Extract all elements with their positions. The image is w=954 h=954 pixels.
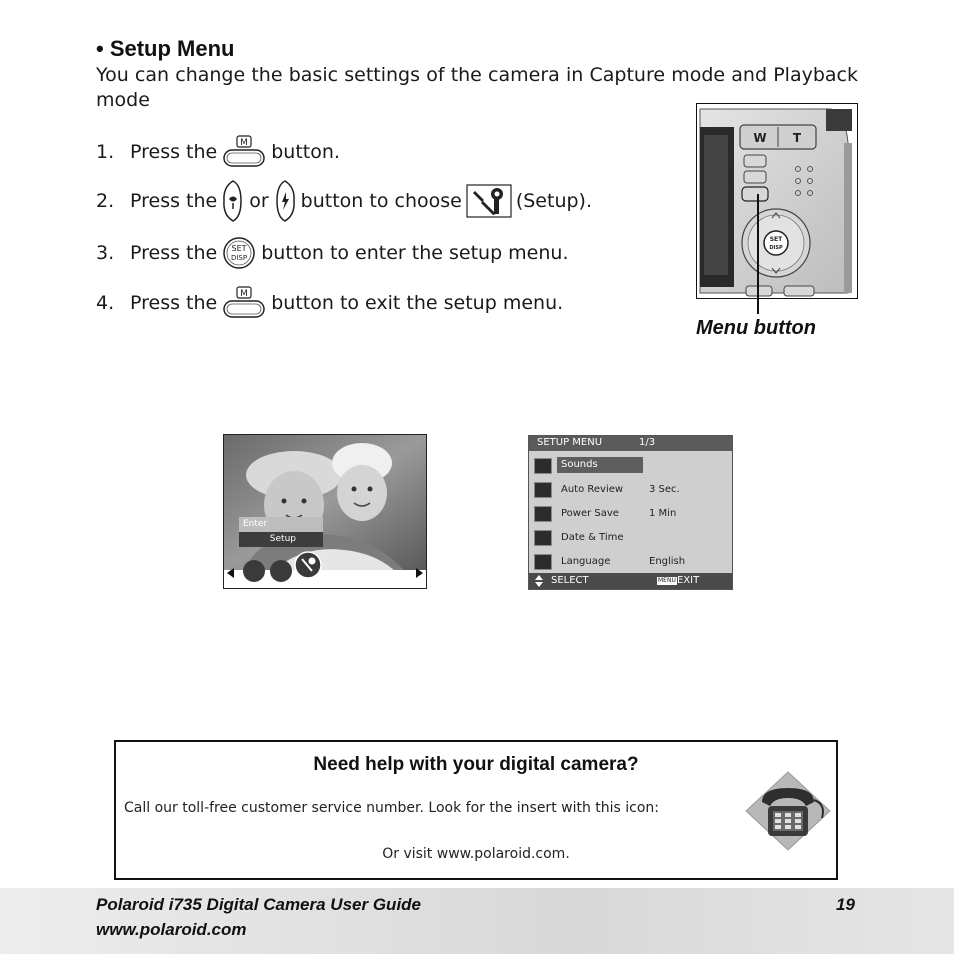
sounds-icon	[534, 458, 552, 474]
step-number: 4.	[96, 292, 115, 314]
row-value: 3 Sec.	[649, 484, 680, 495]
lcd-setup-menu-screen	[528, 435, 733, 590]
page-heading: • Setup Menu	[96, 36, 235, 61]
step-text: button to exit the setup menu.	[271, 292, 564, 314]
setup-row-power-save	[529, 505, 732, 523]
exit-label: EXIT	[677, 575, 700, 586]
menu-button-icon	[222, 135, 266, 169]
setup-tools-icon	[466, 184, 512, 218]
footer-guide-title: Polaroid i735 Digital Camera User Guide	[96, 895, 422, 914]
setup-row-date-time	[529, 529, 732, 547]
lcd2-titlebar	[529, 436, 732, 451]
camera-set-label: SET	[769, 236, 783, 243]
step-text-or: or	[249, 190, 269, 212]
auto-review-icon	[534, 482, 552, 498]
setup-row-language	[529, 553, 732, 571]
step-1	[96, 135, 340, 169]
help-box	[114, 740, 838, 880]
menu-key-label: M	[240, 138, 249, 148]
step-text: Press the	[130, 242, 218, 264]
page-number: 19	[836, 895, 855, 914]
children-photo	[224, 435, 426, 588]
step-text: button to choose	[300, 190, 462, 212]
language-icon	[534, 554, 552, 570]
menu-button-icon	[222, 286, 266, 320]
step-text: (Setup).	[515, 190, 592, 212]
select-label: SELECT	[551, 575, 589, 586]
lcd1-enter-label: Enter	[239, 517, 323, 532]
step-4	[96, 286, 563, 320]
step-2	[96, 184, 592, 218]
step-text: Press the	[130, 292, 218, 314]
step-text: Press the	[130, 141, 218, 163]
step-text: button.	[271, 141, 340, 163]
setup-row-sounds	[529, 457, 732, 475]
set-label: SET	[231, 244, 247, 253]
camera-back-photo	[696, 103, 858, 299]
step-text: Press the	[130, 190, 218, 212]
setup-menu-page: 1/3	[639, 437, 656, 448]
zoom-t-label: T	[792, 131, 802, 145]
row-label: Sounds	[557, 457, 643, 473]
row-label: Auto Review	[561, 484, 624, 495]
right-flash-button-icon	[273, 179, 297, 223]
setup-menu-title: SETUP MENU	[537, 437, 603, 448]
date-time-icon	[534, 530, 552, 546]
help-call-text: Call our toll-free customer service number. Look for the insert with this icon:	[124, 800, 660, 816]
row-value: English	[649, 556, 686, 567]
help-visit-text: Or visit www.polaroid.com.	[382, 846, 570, 862]
step-number: 3.	[96, 242, 115, 264]
camera-menu-button	[742, 187, 768, 201]
menu-key-label: M	[240, 289, 249, 299]
step-number: 2.	[96, 190, 115, 212]
lcd2-footer	[529, 573, 732, 589]
menu-button-caption: Menu button	[696, 317, 816, 339]
footer-url: www.polaroid.com	[96, 920, 247, 939]
up-down-arrow-icon	[534, 575, 544, 587]
disp-label: DISP	[231, 254, 248, 262]
step-3	[96, 236, 569, 270]
row-label: Language	[561, 556, 611, 567]
step-text: button to enter the setup menu.	[261, 242, 569, 264]
set-disp-button-icon	[222, 236, 256, 270]
left-macro-button-icon	[221, 179, 245, 223]
row-label: Power Save	[561, 508, 619, 519]
power-save-icon	[534, 506, 552, 522]
menu-badge: MENU	[658, 577, 676, 584]
row-label: Date & Time	[561, 532, 624, 543]
camera-disp-label: DISP	[769, 245, 783, 251]
row-value: 1 Min	[649, 508, 677, 519]
lcd-photo-screen	[223, 434, 427, 589]
callout-line	[757, 194, 759, 314]
zoom-w-label: W	[753, 131, 767, 145]
setup-row-auto-review	[529, 481, 732, 499]
lcd1-setup-label: Setup	[239, 532, 323, 547]
telephone-icon	[744, 770, 834, 852]
intro-paragraph: You can change the basic settings of the camera in Capture mode and Playback mode	[96, 64, 858, 111]
help-title: Need help with your digital camera?	[313, 754, 639, 775]
step-number: 1.	[96, 141, 115, 163]
